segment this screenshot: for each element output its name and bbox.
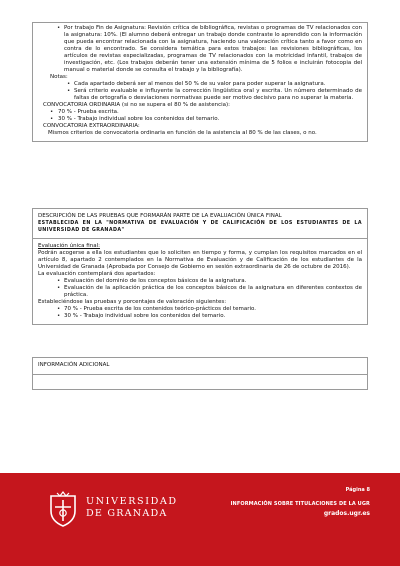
unica-final-heading-cell	[33, 209, 367, 238]
nota-item: • Cada apartado deberá ser al menos del 50 % de su valor para poder superar la asignatura.	[38, 81, 362, 88]
ordinaria-label: CONVOCATORIA ORDINARIA (si no se supera el 80 % de asistencia):	[43, 102, 231, 108]
pruebas-list	[38, 306, 362, 320]
notas-label: Notas:	[50, 74, 68, 80]
footer	[0, 473, 400, 566]
unica-final-heading-sub: ESTABLECIDA EN LA "NORMATIVA DE EVALUACIÓN Y DE CALIFICACIÓN DE LOS ESTUDIANTES DE LA UNIVERSIDAD DE GRANADA"	[38, 221, 362, 233]
notas-list	[38, 81, 362, 102]
apartados-list	[38, 278, 362, 299]
prueba-item: • 70 % - Prueba escrita de los contenidos teórico-prácticos del temario.	[38, 306, 362, 313]
page-number: Página 8	[345, 487, 370, 493]
unica-final-intro: Podrán acogerse a ella los estudiantes que lo soliciten en tiempo y forma, y cumplan los requisitos marcados en el artículo 8, apartado 2 contemplados en la Normativa de Evaluación y de Calificación de los estudiantes de la Universidad de Granada (Aprobada por Consejo de Gobierno en sesión extraordinaria de 26 de octubre de 2016).	[38, 250, 362, 270]
footer-info	[231, 487, 370, 517]
unica-final-contemplara: La evaluación contemplará dos apartados:	[38, 271, 156, 277]
nota-item: • Será criterio evaluable e influyente la corrección lingüística oral y escrita. Un número determinado de faltas de ortografía o desviaciones normativas puede ser motivo decisivo para no superar la materia.	[38, 88, 362, 102]
logo-line1: UNIVERSIDAD	[86, 496, 178, 507]
unica-final-body	[33, 238, 367, 324]
criteria-table	[32, 22, 368, 142]
extraordinaria-text: Mismos criterios de convocatoria ordinaria en función de la asistencia al 80 % de las clases, o no.	[48, 130, 317, 136]
grados-link[interactable]: grados.ugr.es	[323, 510, 370, 517]
adicional-body	[33, 374, 367, 389]
crest-icon	[48, 491, 78, 527]
ordinaria-item: • 70 % - Prueba escrita.	[38, 109, 362, 116]
prueba-item: • 30 % - Trabajo individual sobre los contenidos del temario.	[38, 313, 362, 320]
adicional-table	[32, 357, 368, 390]
criteria-list	[38, 25, 362, 74]
extraordinaria-label: CONVOCATORIA EXTRAORDINARIA:	[43, 123, 140, 129]
university-logo	[46, 491, 178, 529]
unica-final-heading: DESCRIPCIÓN DE LAS PRUEBAS QUE FORMARÁN PARTE DE LA EVALUACIÓN ÚNICA FINAL	[38, 213, 282, 219]
pruebas-label: Estableciéndose las pruebas y porcentajes de valoración siguientes:	[38, 299, 227, 305]
apartado-item: • Evaluación del dominio de los conceptos básicos de la asignatura.	[38, 278, 362, 285]
ordinaria-list	[38, 109, 362, 123]
unica-final-label: Evaluación única final:	[38, 243, 100, 249]
criteria-fin-asignatura: • Por trabajo Fin de Asignatura: Revisión crítica de bibliográfica, revistas o programas de TV relacionados con la asignatura: 10%. (El alumno deberá entregar un trabajo donde contraste lo aprendido con la información que pueda encontrar relacionada con la asignatura, haciendo una valoración crítica tanto a favor como en contra de lo encontrado. Se considera temática para estos trabajos: las revisiones bibliográficas, los artículos de revistas especializadas, programas de TV relacionados con la motricidad infantil, trabajos de investigación, etc. (Los trabajos deberán tener una extensión mínima de 5 folios e incluirán fotocopia del manual o material donde se consulta el trabajo y la bibliografía).	[38, 25, 362, 74]
logo-line2: DE GRANADA	[86, 508, 168, 519]
ordinaria-item: • 30 % - Trabajo individual sobre los contenidos del temario.	[38, 116, 362, 123]
unica-final-table	[32, 208, 368, 325]
apartado-item: • Evaluación de la aplicación práctica de los conceptos básicos de la asignatura en diferentes contextos de práctica.	[38, 285, 362, 299]
logo-text	[86, 496, 178, 520]
criteria-cell	[33, 23, 367, 141]
titulaciones-info: INFORMACIÓN SOBRE TITULACIONES DE LA UGR	[230, 501, 370, 507]
adicional-heading: INFORMACIÓN ADICIONAL	[38, 362, 110, 368]
